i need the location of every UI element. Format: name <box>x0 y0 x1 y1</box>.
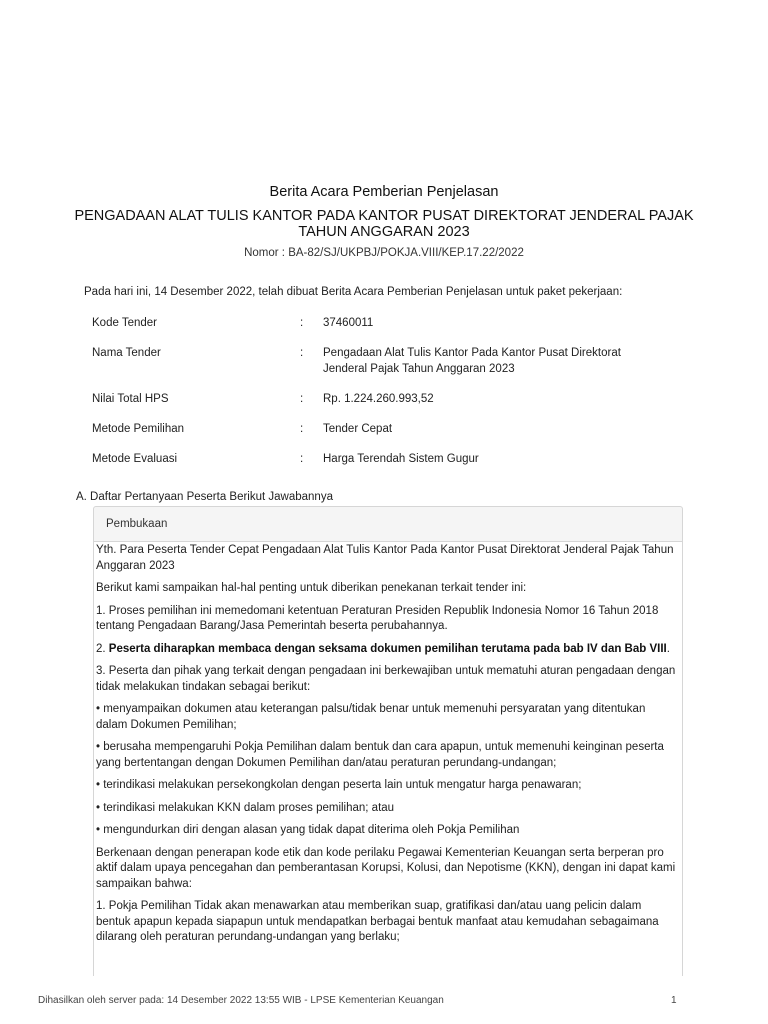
info-value: Harga Terendah Sistem Gugur <box>323 453 479 465</box>
bullet-item: • menyampaikan dokumen atau keterangan palsu/tidak benar untuk memenuhi persyaratan yang ditentukan dalam Dokumen Pemilihan; <box>96 703 646 731</box>
paragraph-point-3: 3. Peserta dan pihak yang terkait dengan pengadaan ini berkewajiban untuk mematuhi aturan pengadaan dengan tidak melakukan tindakan sebagai berikut: <box>96 665 676 693</box>
point-2-suffix: . <box>666 642 670 655</box>
info-colon: : <box>300 317 304 329</box>
info-colon: : <box>300 393 304 405</box>
bullet-item: • berusaha mempengaruhi Pokja Pemilihan dalam bentuk dan cara apapun, untuk memenuhi keinginan peserta yang bertentangan dengan Dokumen Pemilihan dan/atau peraturan perundang-undangan; <box>96 741 664 769</box>
bullet-item: • mengundurkan diri dengan alasan yang tidak dapat diterima oleh Pokja Pemilihan <box>96 824 520 836</box>
document-heading: PENGADAAN ALAT TULIS KANTOR PADA KANTOR PUSAT DIREKTORAT JENDERAL PAJAK TAHUN ANGGARAN 2023 <box>74 208 694 240</box>
info-label: Kode Tender <box>92 317 158 329</box>
panel-body <box>93 542 683 976</box>
info-value: 37460011 <box>323 317 374 329</box>
section-title: A. Daftar Pertanyaan Peserta Berikut Jawabannya <box>76 491 333 503</box>
paragraph-greeting: Yth. Para Peserta Tender Cepat Pengadaan Alat Tulis Kantor Pada Kantor Pusat Direktorat Jenderal Pajak Tahun Anggaran 2023 <box>96 544 674 572</box>
info-value: Rp. 1.224.260.993,52 <box>323 393 434 405</box>
footer-text: Dihasilkan oleh server pada: 14 Desember 2022 13:55 WIB - LPSE Kementerian Keuangan <box>38 995 444 1006</box>
paragraph-emphasis-intro: Berikut kami sampaikan hal-hal penting untuk diberikan penekanan terkait tender ini: <box>96 582 527 594</box>
info-colon: : <box>300 347 304 359</box>
info-colon: : <box>300 423 304 435</box>
paragraph-point-1: 1. Proses pemilihan ini memedomani ketentuan Peraturan Presiden Republik Indonesia Nomor 16 Tahun 2018 tentang Pengadaan Barang/Jasa Pemerintah beserta perubahannya. <box>96 604 659 632</box>
info-value: Tender Cepat <box>323 423 393 435</box>
paragraph-code-of-ethics: Berkenaan dengan penerapan kode etik dan kode perilaku Pegawai Kementerian Keuangan serta berperan pro aktif dalam upaya pencegahan dan pemberantasan Korupsi, Kolusi, dan Nepotisme (KKN), dengan ini dapat kami sampaikan bahwa: <box>96 846 676 890</box>
intro-text: Pada hari ini, 14 Desember 2022, telah dibuat Berita Acara Pemberian Penjelasan untuk paket pekerjaan: <box>84 286 623 298</box>
page-number: 1 <box>671 995 677 1006</box>
info-colon: : <box>300 453 304 465</box>
document-number: Nomor : BA-82/SJ/UKPBJ/POKJA.VIII/KEP.17.22/2022 <box>244 247 524 259</box>
bullet-item: • terindikasi melakukan KKN dalam proses pemilihan; atau <box>96 801 395 814</box>
info-label: Metode Pemilihan <box>92 423 185 435</box>
info-value: Pengadaan Alat Tulis Kantor Pada Kantor Pusat Direktorat Jenderal Pajak Tahun Anggaran 2023 <box>323 347 621 375</box>
point-2-bold-text: Peserta diharapkan membaca dengan seksama dokumen pemilihan terutama pada bab IV dan Bab VIII <box>108 642 667 655</box>
info-label: Nama Tender <box>92 347 161 359</box>
bullet-item: • terindikasi melakukan persekongkolan dengan peserta lain untuk mengatur harga penawaran; <box>96 779 582 791</box>
point-2-prefix: 2. <box>96 642 109 655</box>
paragraph-commitment-1: 1. Pokja Pemilihan Tidak akan menawarkan atau memberikan suap, gratifikasi dan/atau uang pelicin dalam bentuk apapun kepada siapapun untuk mendapatkan berbagai bentuk manfaat atau kemudahan sebagaimana dilarang oleh peraturan perundang-undangan yang berlaku; <box>96 900 659 943</box>
info-label: Metode Evaluasi <box>92 453 178 465</box>
panel-header: Pembukaan <box>93 506 683 542</box>
paragraph-point-2 <box>96 642 682 658</box>
qa-panel <box>93 506 683 976</box>
document-title: Berita Acara Pemberian Penjelasan <box>269 184 499 200</box>
info-label: Nilai Total HPS <box>92 393 169 405</box>
